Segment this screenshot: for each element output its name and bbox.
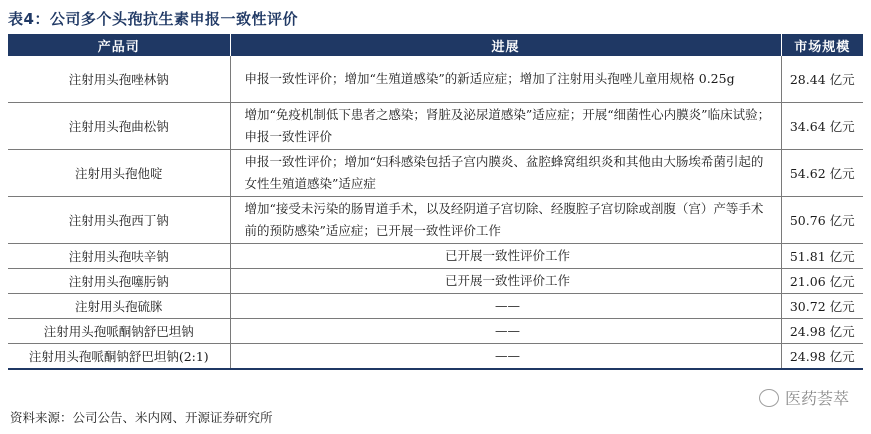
progress-text: 已开展一致性评价工作: [230, 244, 781, 269]
progress-text: 申报一致性评价；增加“生殖道感染”的新适应症；增加了注射用头孢唑儿童用规格 0.25g: [230, 56, 781, 103]
market-size: 24.98 亿元: [781, 319, 863, 344]
progress-text: 已开展一致性评价工作: [230, 269, 781, 294]
table-row: [8, 150, 863, 197]
product-name: 注射用头孢呋辛钠: [8, 244, 230, 269]
header-row: [8, 34, 863, 56]
product-name: 注射用头孢哌酮钠舒巴坦钠(2:1): [8, 344, 230, 370]
table-row: [8, 244, 863, 269]
product-name: 注射用头孢唑林钠: [8, 56, 230, 103]
progress-text: ——: [230, 319, 781, 344]
table-row: [8, 319, 863, 344]
wechat-icon: [759, 389, 779, 407]
market-size: 50.76 亿元: [781, 197, 863, 244]
market-size: 30.72 亿元: [781, 294, 863, 319]
watermark-text: 医药荟萃: [784, 389, 849, 408]
header-market-size: 市场规模: [781, 34, 863, 56]
progress-text: 增加“免疫机制低下患者之感染；肾脏及泌尿道感染”适应症；开展“细菌性心内膜炎”临床试验；申报一致性评价: [230, 103, 781, 150]
product-name: 注射用头孢西丁钠: [8, 197, 230, 244]
table-row: [8, 103, 863, 150]
table-row: [8, 344, 863, 370]
table-row: [8, 56, 863, 103]
table-row: [8, 294, 863, 319]
market-size: 51.81 亿元: [781, 244, 863, 269]
table-row: [8, 197, 863, 244]
market-size: 34.64 亿元: [781, 103, 863, 150]
market-size: 28.44 亿元: [781, 56, 863, 103]
table-title: 表4：公司多个头孢抗生素申报一致性评价: [8, 10, 298, 28]
product-name: 注射用头孢哌酮钠舒巴坦钠: [8, 319, 230, 344]
market-size: 24.98 亿元: [781, 344, 863, 370]
header-product: 产品司: [8, 34, 230, 56]
product-name: 注射用头孢噻肟钠: [8, 269, 230, 294]
product-name: 注射用头孢曲松钠: [8, 103, 230, 150]
market-size: 54.62 亿元: [781, 150, 863, 197]
data-table: [8, 34, 863, 370]
watermark: [759, 386, 849, 409]
progress-text: 申报一致性评价；增加“妇科感染包括子宫内膜炎、盆腔蜂窝组织炎和其他由大肠埃希菌引起的女性生殖道感染”适应症: [230, 150, 781, 197]
progress-text: ——: [230, 294, 781, 319]
product-name: 注射用头孢硫脒: [8, 294, 230, 319]
market-size: 21.06 亿元: [781, 269, 863, 294]
table-row: [8, 269, 863, 294]
progress-text: ——: [230, 344, 781, 370]
header-progress: 进展: [230, 34, 781, 56]
progress-text: 增加“接受未污染的肠胃道手术，以及经阴道子宫切除、经腹腔子宫切除或剖腹（宫）产等手术前的预防感染”适应症；已开展一致性评价工作: [230, 197, 781, 244]
source-note: 资料来源：公司公告、米内网、开源证券研究所: [10, 410, 273, 425]
product-name: 注射用头孢他啶: [8, 150, 230, 197]
